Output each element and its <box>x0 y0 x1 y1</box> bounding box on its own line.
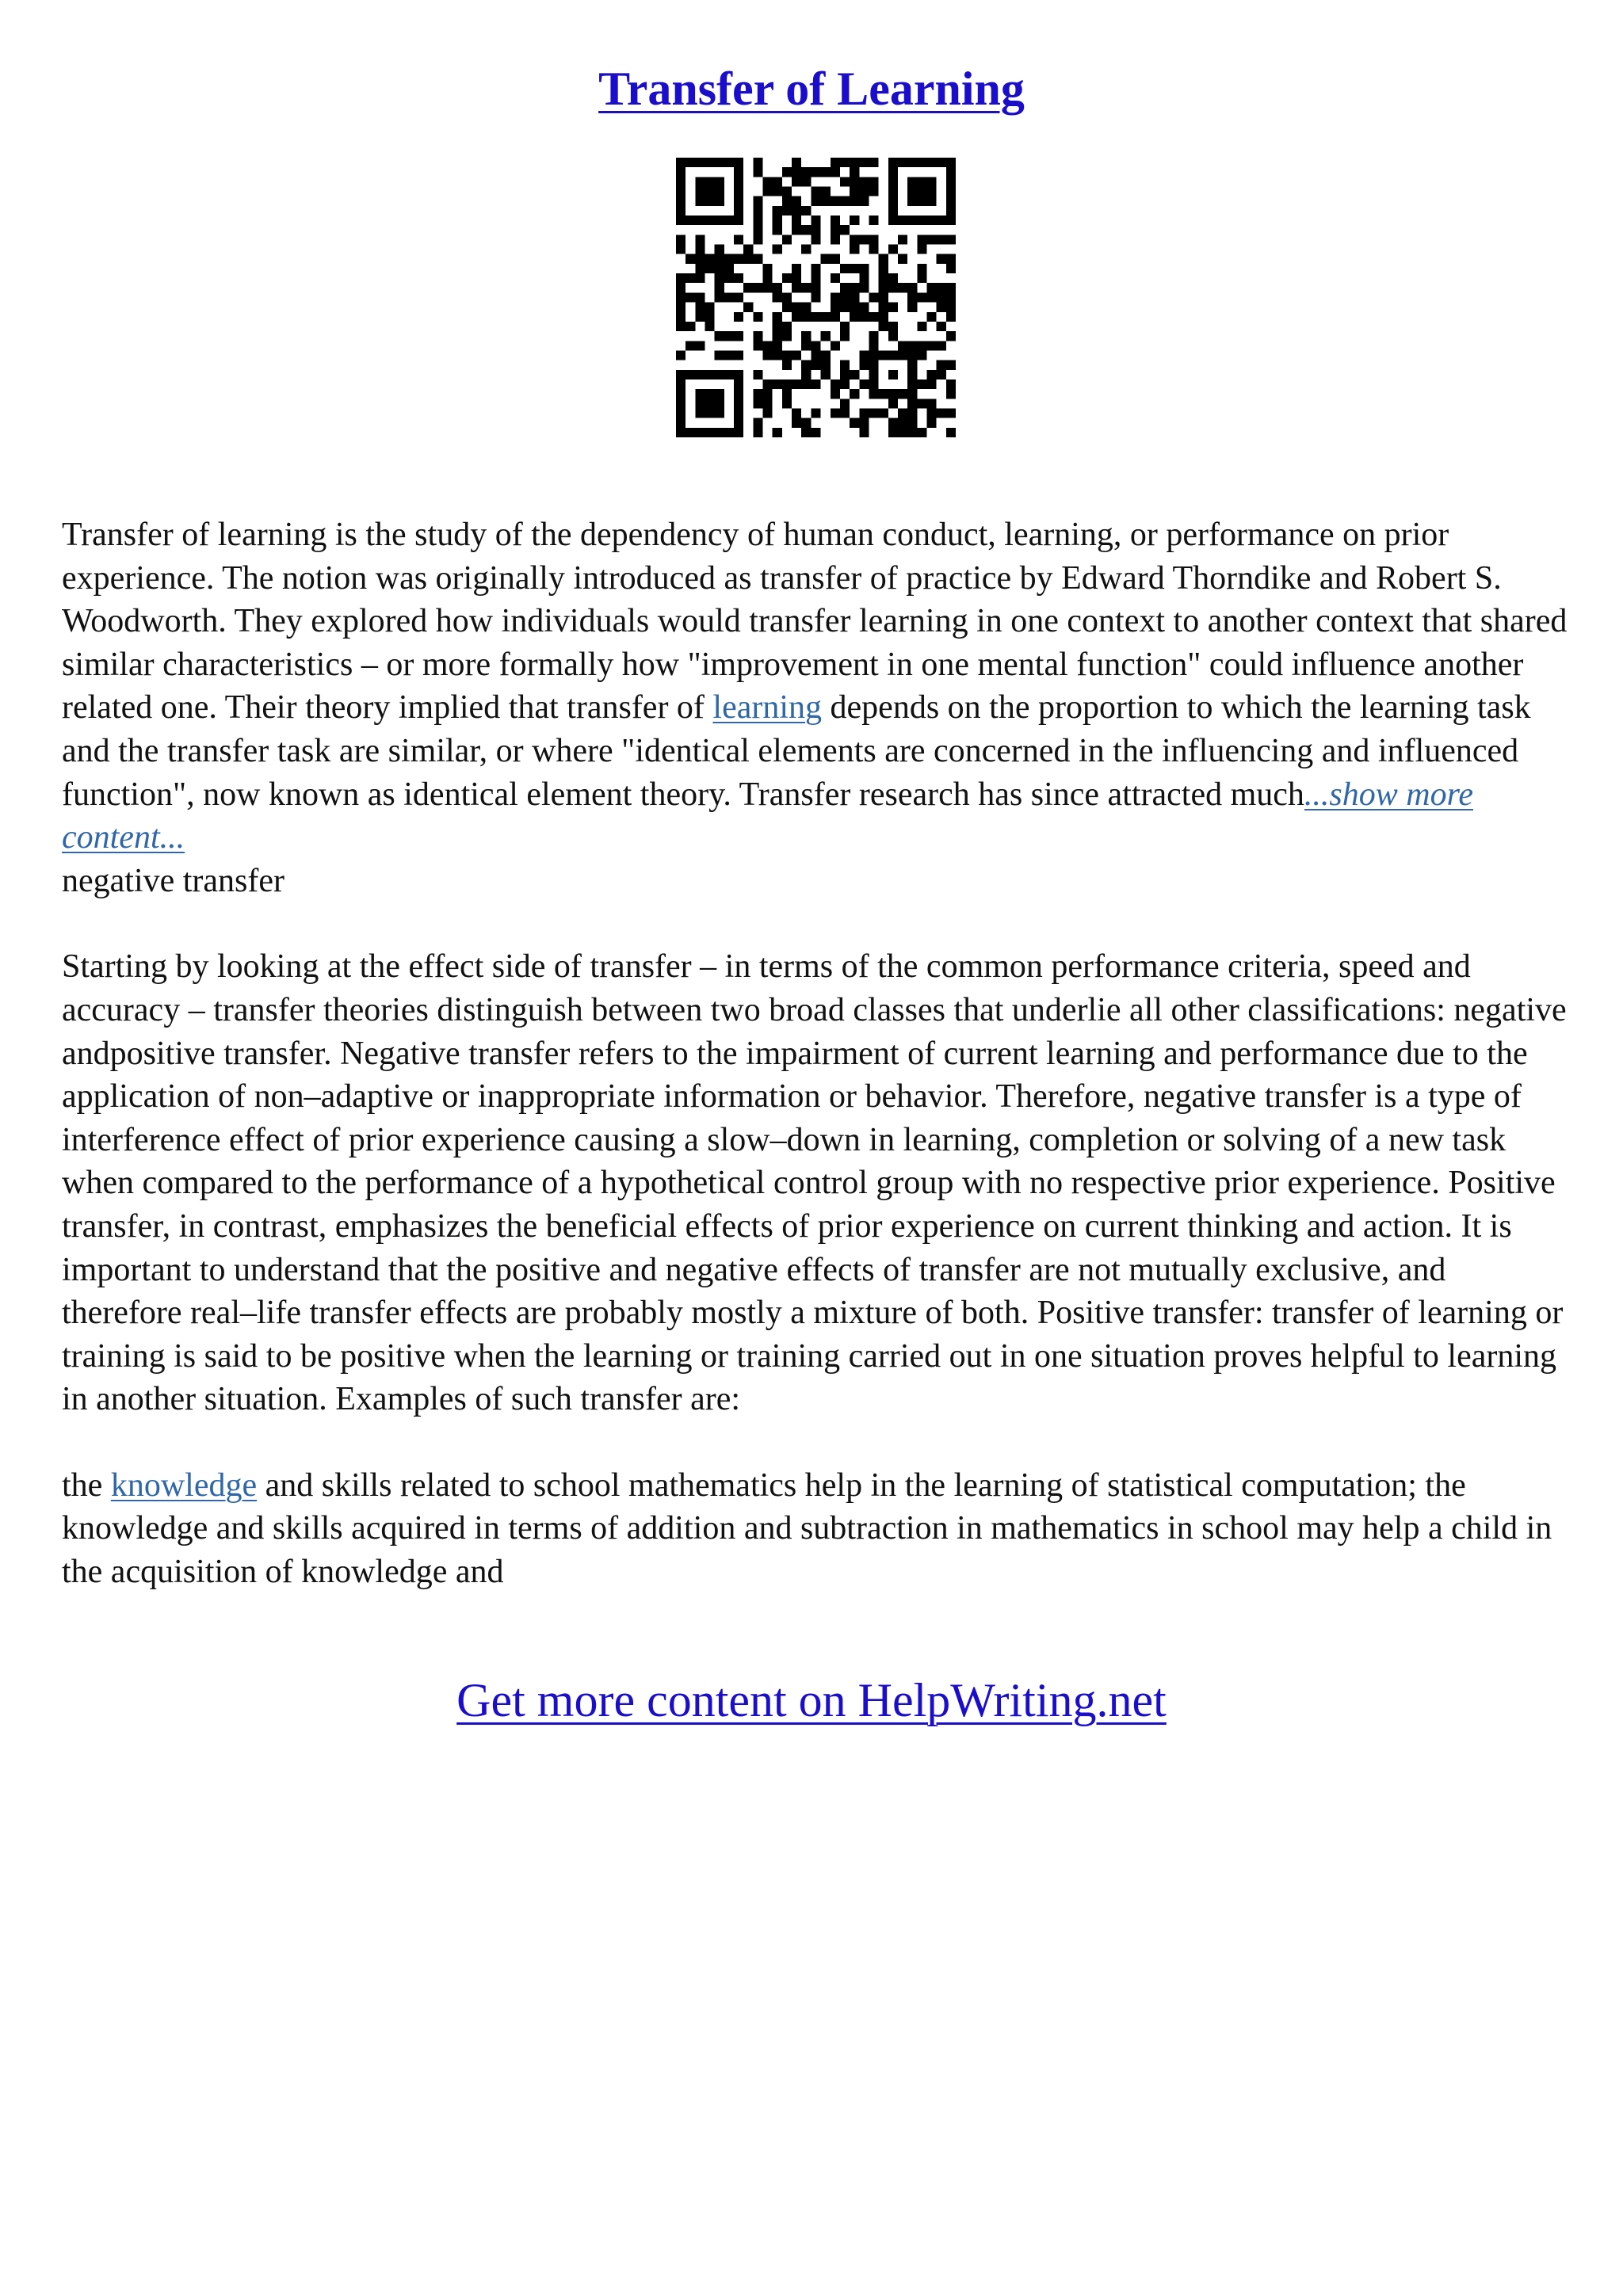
qr-code <box>676 158 956 437</box>
footer <box>0 1669 1623 1732</box>
paragraph-1 <box>62 513 1568 902</box>
qr-code-graphic <box>676 158 956 437</box>
show-more-link[interactable]: ...show more content... <box>62 776 1474 856</box>
paragraph-1-text-b: depends on the proportion to which the learning task and the transfer task are similar, or where "identical elements are concerned in the influencing and influenced function", now known as identical element theory. Transfer research has since attracted much <box>62 689 1531 813</box>
paragraph-3-text-a: the <box>62 1466 111 1504</box>
paragraph-3-text-b: and skills related to school mathematics help in the learning of statistical computation; the knowledge and skills acquired in terms of addition and subtraction in mathematics in school may help a child in the acquisition of knowledge and <box>62 1466 1552 1591</box>
knowledge-link[interactable]: knowledge <box>110 1466 258 1504</box>
learning-link[interactable]: learning <box>712 689 823 727</box>
document-title <box>0 57 1623 120</box>
document-body <box>62 513 1568 1637</box>
helpwriting-link[interactable]: Get more content on HelpWriting.net <box>456 1674 1167 1726</box>
paragraph-1-tail: negative transfer <box>62 862 285 899</box>
title-link[interactable]: Transfer of Learning <box>598 63 1025 115</box>
paragraph-3 <box>62 1464 1568 1594</box>
paragraph-2: Starting by looking at the effect side of transfer – in terms of the common performance criteria, speed and accuracy – transfer theories distinguish between two broad classes that underlie all other classifications: negative andpositive transfer. Negative transfer refers to the impairment of current learning and performance due to the application of non–adaptive or inappropriate information or behavior. Therefore, negative transfer is a type of interference effect of prior experience causing a slow–down in learning, completion or solving of a new task when compared to the performance of a hypothetical control group with no respective prior experience. Positive transfer, in contrast, emphasizes the beneficial effects of prior experience on current thinking and action. It is important to understand that the positive and negative effects of transfer are not mutually exclusive, and therefore real–life transfer effects are probably mostly a mixture of both. Positive transfer: transfer of learning or training is said to be positive when the learning or training carried out in one situation proves helpful to learning in another situation. Examples of such transfer are: <box>62 948 1567 1418</box>
paragraph-1-text-a: Transfer of learning is the study of the dependency of human conduct, learning, or performance on prior experience. The notion was originally introduced as transfer of practice by Edward Thorndike and Robert S. Woodworth. They explored how individuals would transfer learning in one context to another context that shared similar characteristics – or more formally how "improvement in one mental function" could influence another related one. Their theory implied that transfer of <box>62 517 1568 727</box>
